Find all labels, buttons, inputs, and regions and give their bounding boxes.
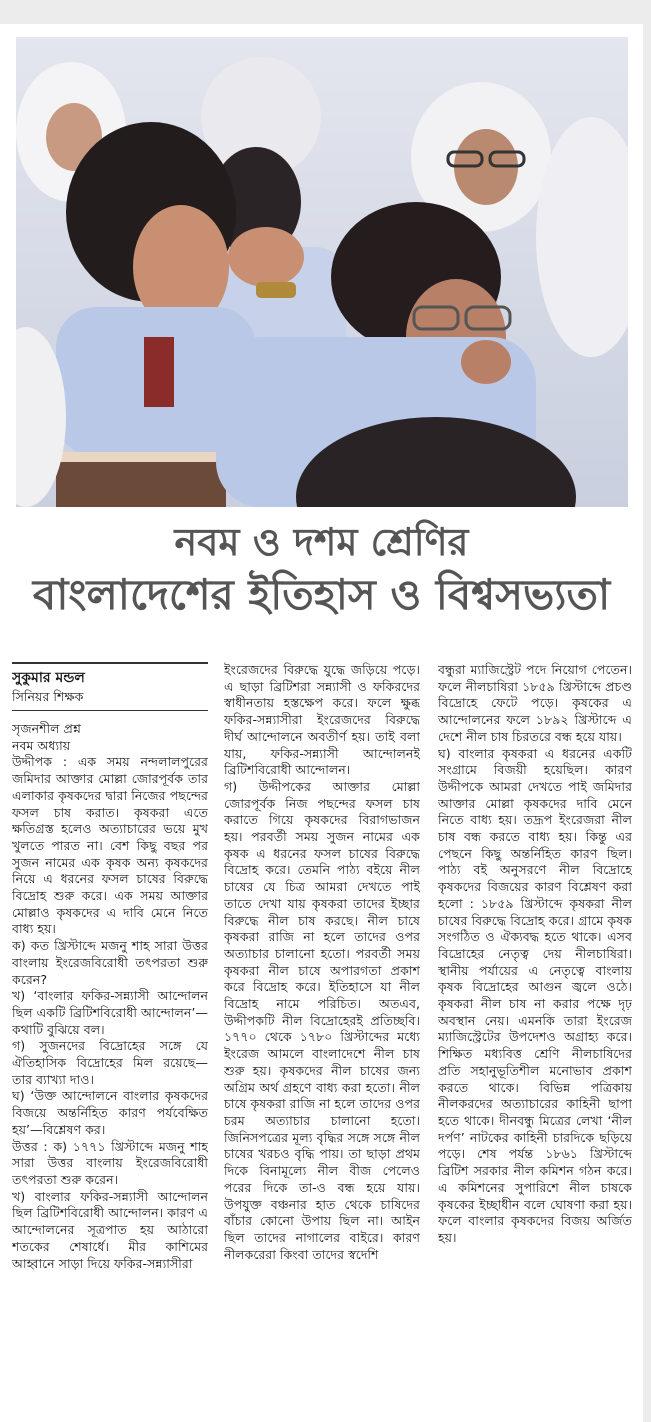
question-b: খ) ‘বাংলার ফকির-সন্ন্যাসী আন্দোলন ছিল একটি ব্রিটিশবিরোধী আন্দোলন’—কথাটি বুঝিয়ে বল।: [12, 988, 208, 1037]
stimulus-paragraph: উদ্দীপক : এক সময় নন্দলালপুরের জমিদার আক্তার মোল্লা জোরপূর্বক তার এলাকার কৃষকদের দ্বারা নিজের পছন্দের ফসল চাষ করাত। কৃষকরা এতে ক্ষতিগ্রস্ত হলেও অত্যাচারের ভয়ে মুখ খুলতে পারত না। বেশ কিছু বছর পর সুজন নামের এক কৃষক অন্য কৃষকদের নিয়ে এ ধরনের ফসল চাষের বিরুদ্ধে বিদ্রোহ শুরু করে। এক সময় আক্তার মোল্লাও কৃষকদের এ দাবি মেনে নিতে বাধ্য হয়।: [12, 754, 208, 937]
answer-d: ঘ) বাংলার কৃষকরা এ ধরনের একটি সংগ্রামে বিজয়ী হয়েছিল। কারণ উদ্দীপকে আমরা দেখতে পাই জমিদার আক্তার মোল্লা কৃষকদের দাবি মেনে নিতে বাধ্য হয়। তদ্রূপ ইংরেজরা নীল চাষ বন্ধ করতে বাধ্য হয়। কিন্তু এর পেছনে কিছু অন্তর্নিহিত কারণ ছিল। পাঠ্য বই অনুসরণে নীল বিদ্রোহে কৃষকদের বিজয়ের কারণ বিশ্লেষণ করা হলো : ১৮৫৯ খ্রিস্টাব্দে কৃষকরা নীল চাষের বিরুদ্ধে বিদ্রোহ করে। গ্রামে কৃষক সংগঠিত ও ঐক্যবদ্ধ হতে থাকে। এসব বিদ্রোহের নেতৃত্ব দেয় নীলচাষিরা। স্থানীয় পর্যায়ের এ নেতৃত্বে বাংলায় কৃষক বিদ্রোহের আগুন জ্বলে ওঠে। কৃষকরা নীল চাষ না করার পক্ষে দৃঢ় অবস্থান নেয়। এমনকি তারা ইংরেজ ম্যাজিস্ট্রেটের উপদেশও অগ্রাহ্য করে। শিক্ষিত মধ্যবিত্ত শ্রেণি নীলচাষিদের প্রতি সহানুভূতিশীল মনোভাব প্রকাশ করতে থাকে। বিভিন্ন পত্রিকায় নীলকরদের অত্যাচারের কাহিনী ছাপা হতে থাকে। দীনবন্ধু মিত্রের লেখা ‘নীল দর্পণ’ নাটকের কাহিনী চারদিকে ছড়িয়ে পড়ে। শেষ পর্যন্ত ১৮৬১ খ্রিস্টাব্দে ব্রিটিশ সরকার নীল কমিশন গঠন করে। এ কমিশনের সুপারিশে নীল চাষকে কৃষকের ইচ্ছাধীন বলে ঘোষণা করা হয়। ফলে বাংলার কৃষকদের বিজয় অর্জিত হয়।: [438, 745, 632, 1245]
question-c: গ) সুজনদের বিদ্রোহের সঙ্গে যে ঐতিহাসিক বিদ্রোহের মিল রয়েছে—তার ব্যাখ্যা দাও।: [12, 1038, 208, 1087]
column-1: [12, 662, 208, 1422]
column-2: [224, 662, 420, 1422]
exam-hall-students-photo: [16, 37, 628, 507]
question-a: ক) কত খ্রিস্টাব্দে মজনু শাহ সারা উত্তর বাংলায় ইংরেজবিরোধী তৎপরতা শুরু করেন?: [12, 938, 208, 987]
chapter-label: নবম অধ্যায়: [12, 737, 71, 753]
answer-b: খ) বাংলার ফকির-সন্ন্যাসী আন্দোলন ছিল ব্রিটিশবিরোধী আন্দোলন। কারণ এ আন্দোলনের সূত্রপাত হয় আঠারো শতকের শেষার্ধে। মীর কাশিমের আহ্বানে সাড়া দিয়ে ফকির-সন্ন্যাসীরা: [12, 1188, 208, 1271]
answer-b-continued: ইংরেজদের বিরুদ্ধে যুদ্ধে জড়িয়ে পড়ে। এ ছাড়া ব্রিটিশরা সন্ন্যাসী ও ফকিরদের স্বাধীনতায় হস্তক্ষেপ করে। ফলে ক্ষুব্ধ ফকির-সন্ন্যাসীরা ইংরেজদের বিরুদ্ধে দীর্ঘ আন্দোলনে অবতীর্ণ হয়। তাই বলা যায়, ফকির-সন্ন্যাসী আন্দোলনই ব্রিটিশবিরোধী আন্দোলন।: [224, 662, 420, 778]
question-d: ঘ) ‘উক্ত আন্দোলনে বাংলার কৃষকদের বিজয়ে অন্তর্নিহিত কারণ পর্যবেক্ষিত হয়’—বিশ্লেষণ কর।: [12, 1088, 208, 1137]
byline-bottom-rule: [12, 710, 208, 711]
answer-c: গ) উদ্দীপকের আক্তার মোল্লা জোরপূর্বক নিজ পছন্দের ফসল চাষ করাতে গিয়ে কৃষকদের বিরাগভাজন হয়। পরবর্তী সময় সুজন নামের এক কৃষক এ ধরনের ফসল চাষের বিরুদ্ধে বিদ্রোহ করে। তেমনি পাঠ্য বইয়ে নীল চাষের যে চিত্র আমরা দেখতে পাই তাতে দেখা যায় কৃষকরা তাদের ইচ্ছার বিরুদ্ধে নীল চাষ করছে। নীল চাষে কৃষকরা রাজি না হলে তাদের ওপর অত্যাচার চালানো হতো। পরবর্তী সময় কৃষকরা নীল চাষে অপারগতা প্রকাশ করে বিদ্রোহ করে। ইতিহাসে যা নীল বিদ্রোহ নামে পরিচিত। অতএব, উদ্দীপকটি নীল বিদ্রোহেরই প্রতিচ্ছবি। ১৭৭০ থেকে ১৭৮০ খ্রিস্টাব্দের মধ্যে ইংরেজ আমলে বাংলাদেশে নীল চাষ শুরু হয়। কৃষকদের নীল চাষের জন্য অগ্রিম অর্থ গ্রহণে বাধ্য করা হতো। নীল চাষে কৃষকরা রাজি না হলে তাদের ওপর চরম অত্যাচার চালানো হতো। জিনিসপত্রের মূল্য বৃদ্ধির সঙ্গে সঙ্গে নীল চাষের খরচও বৃদ্ধি পায়। তা ছাড়া প্রথম দিকে বিনামূল্যে নীল বীজ পেলেও পরের দিকে তা-ও বন্ধ হয়ে যায়। উপযুক্ত বঞ্চনার হাত থেকে চাষিদের বাঁচার কোনো উপায় ছিল না। আইন ছিল তাদের নাগালের বাইরে। কারণ নীলকরেরা কিংবা তাদের স্বদেশি: [224, 778, 420, 1262]
author-role: সিনিয়র শিক্ষক: [12, 689, 84, 704]
newspaper-page: [0, 24, 643, 1422]
article-body: [12, 662, 632, 1422]
question-type-label: সৃজনশীল প্রশ্ন: [12, 721, 81, 736]
answer-a: উত্তর : ক) ১৭৭১ খ্রিস্টাব্দে মজনু শাহ সারা উত্তর বাংলায় ইংরেজবিরোধী তৎপরতা শুরু করেন।: [12, 1138, 208, 1187]
article-headline: [0, 518, 643, 624]
headline-line-2: বাংলাদেশের ইতিহাস ও বিশ্বসভ্যতা: [32, 570, 611, 619]
answer-c-continued: বন্ধুরা ম্যাজিস্ট্রেট পদে নিয়োগ পেতেন। ফলে নীলচাষিরা ১৮৫৯ খ্রিস্টাব্দে প্রচণ্ড বিদ্রোহে ফেটে পড়ে। কৃষকের এ আন্দোলনের ফলে ১৮৯২ খ্রিস্টাব্দে এ দেশে নীল চাষ চিরতরে বন্ধ হয়ে যায়।: [438, 662, 632, 744]
byline-top-rule: [12, 662, 208, 664]
column-3: [438, 662, 632, 1422]
author-name: সুকুমার মন্ডল: [12, 670, 85, 686]
headline-line-1: নবম ও দশম শ্রেণির: [174, 520, 469, 564]
